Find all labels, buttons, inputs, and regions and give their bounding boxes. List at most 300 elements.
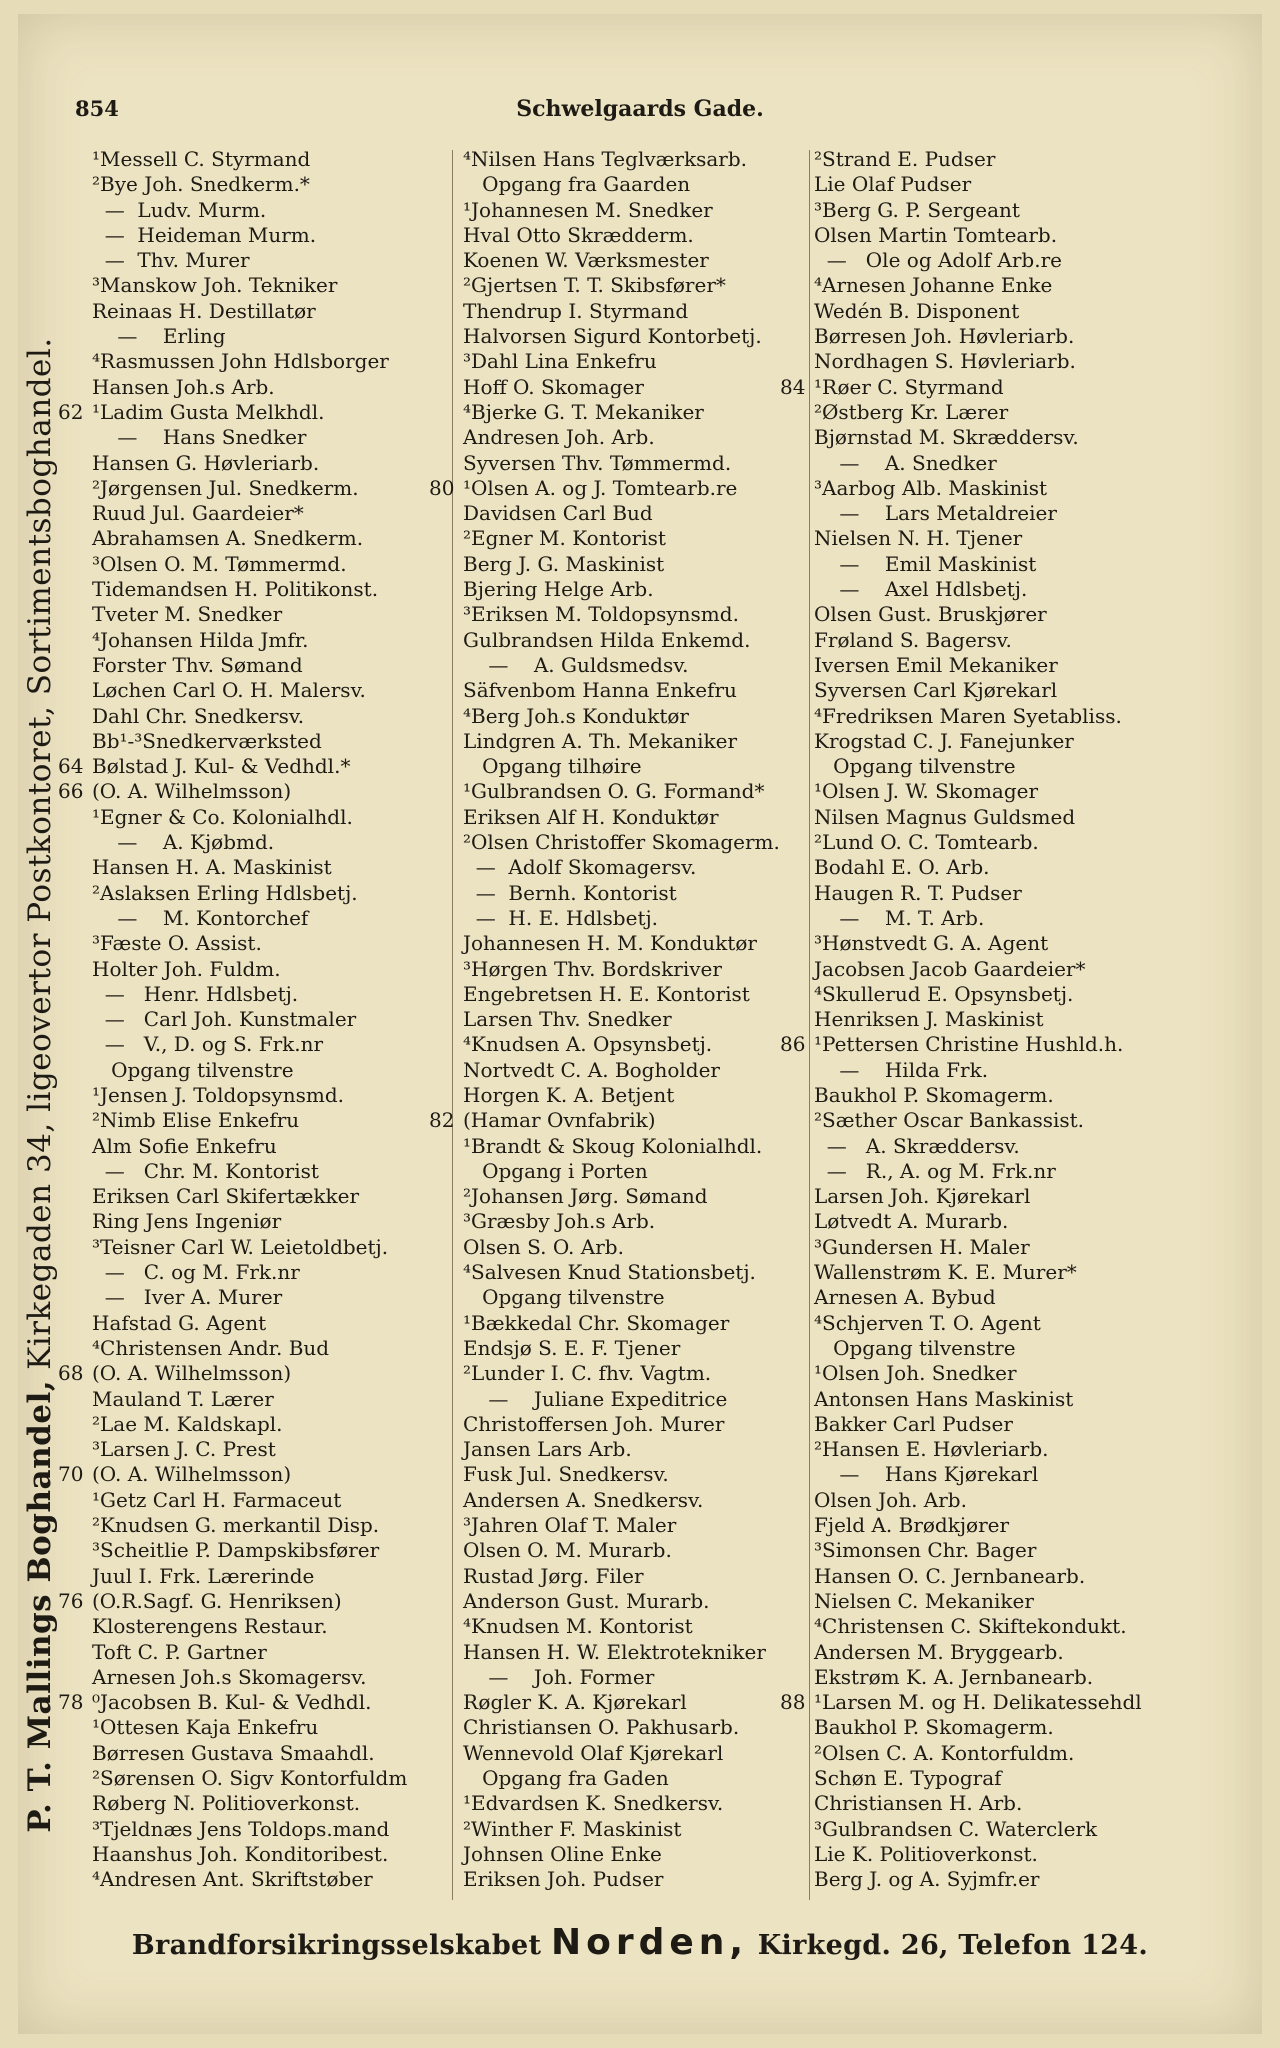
resident-text: Alm Sofie Enkefru (92, 1133, 277, 1158)
resident-text: ⁴Knudsen A. Opsynsbetj. (463, 1032, 713, 1057)
directory-entry (463, 830, 823, 855)
house-number (780, 1665, 814, 1690)
house-number (429, 451, 463, 476)
house-number (429, 1690, 463, 1715)
resident-text: ²Sæther Oscar Bankassist. (814, 1108, 1085, 1133)
resident-text: ³Gulbrandsen C. Waterclerk (814, 1816, 1098, 1841)
resident-text: Opgang tilvenstre (814, 1335, 1016, 1360)
house-number (780, 982, 814, 1007)
resident-text: Olsen O. M. Murarb. (463, 1538, 672, 1563)
house-number (780, 1741, 814, 1766)
resident-text: Børresen Joh. Høvleriarb. (814, 324, 1075, 349)
house-number (429, 1842, 463, 1867)
resident-text: — Carl Joh. Kunstmaler (92, 1007, 357, 1032)
house-number (429, 1715, 463, 1740)
house-number (780, 1640, 814, 1665)
house-number (429, 1817, 463, 1842)
house-number (780, 1513, 814, 1538)
house-number (429, 1083, 463, 1108)
resident-text: — A. Kjøbmd. (92, 830, 275, 855)
house-number (780, 1817, 814, 1842)
directory-entry (463, 1412, 823, 1437)
directory-entry (463, 451, 823, 476)
directory-entry (814, 273, 1174, 298)
directory-entry (814, 602, 1174, 627)
directory-entry (814, 1083, 1174, 1108)
directory-entry (463, 1791, 823, 1816)
house-number (780, 957, 814, 982)
house-number (58, 1285, 92, 1310)
directory-entry (92, 653, 452, 678)
house-number (429, 552, 463, 577)
resident-text: ²Lunder I. C. fhv. Vagtm. (463, 1361, 712, 1386)
directory-entry (92, 1387, 452, 1412)
house-number: 82 (429, 1108, 455, 1133)
directory-entry (92, 1640, 452, 1665)
directory-entry (814, 1564, 1174, 1589)
resident-text: Eriksen Alf H. Konduktør (463, 804, 719, 829)
house-number (780, 653, 814, 678)
resident-text: Arnesen Joh.s Skomagersv. (92, 1664, 367, 1689)
house-number (429, 779, 463, 804)
resident-text: — Hilda Frk. (814, 1057, 989, 1082)
house-number (780, 1867, 814, 1892)
directory-entry (92, 628, 452, 653)
directory-entry (814, 1538, 1174, 1563)
house-number (58, 198, 92, 223)
directory-entry (92, 1842, 452, 1867)
directory-entry (58, 1690, 452, 1715)
house-number: 86 (780, 1032, 806, 1057)
resident-text: ²Lund O. C. Tomtearb. (814, 830, 1039, 855)
resident-text: Arnesen A. Bybud (814, 1285, 996, 1310)
house-number (58, 1007, 92, 1032)
resident-text: Løtvedt A. Murarb. (814, 1209, 1009, 1234)
house-number (58, 1311, 92, 1336)
directory-entry (92, 223, 452, 248)
house-number (780, 602, 814, 627)
house-number (58, 1640, 92, 1665)
directory-entry (814, 1134, 1174, 1159)
house-number (429, 198, 463, 223)
resident-text: Jansen Lars Arb. (463, 1437, 632, 1462)
resident-text: ⁴Christensen Andr. Bud (92, 1335, 330, 1360)
resident-text: Andersen A. Snedkersv. (463, 1487, 704, 1512)
directory-entry (463, 1058, 823, 1083)
resident-text: — H. E. Hdlsbetj. (463, 905, 659, 930)
directory-entry (814, 577, 1174, 602)
resident-text: Nielsen C. Mekaniker (814, 1588, 1034, 1613)
resident-text: ¹Pettersen Christine Hushld.h. (814, 1032, 1124, 1057)
resident-text: — Bernh. Kontorist (463, 880, 677, 905)
directory-entry (463, 1336, 823, 1361)
directory-entry (814, 147, 1174, 172)
directory-entry (463, 1665, 823, 1690)
resident-text: ¹Messell C. Styrmand (92, 147, 311, 171)
house-number (58, 653, 92, 678)
resident-text: ²Knudsen G. merkantil Disp. (92, 1513, 380, 1538)
house-number (58, 577, 92, 602)
resident-text: ¹Olsen J. W. Skomager (814, 779, 1039, 804)
resident-text: Wedén B. Disponent (814, 298, 1020, 323)
resident-text: ¹Ottesen Kaja Enkefru (92, 1715, 319, 1740)
directory-entry (814, 1260, 1174, 1285)
resident-text: ⁴Knudsen M. Kontorist (463, 1614, 693, 1639)
house-number (58, 1766, 92, 1791)
directory-entry (814, 1209, 1174, 1234)
directory-entry (429, 1108, 823, 1133)
resident-text: Bjering Helge Arb. (463, 577, 654, 602)
house-number (429, 1184, 463, 1209)
directory-entry (92, 1209, 452, 1234)
resident-text: ⁴Schjerven T. O. Agent (814, 1310, 1041, 1335)
resident-text: Antonsen Hans Maskinist (814, 1386, 1074, 1411)
directory-entry (58, 1462, 452, 1487)
resident-text: Fusk Jul. Snedkersv. (463, 1462, 669, 1487)
directory-entry (463, 729, 823, 754)
resident-text: Opgang i Porten (463, 1158, 648, 1183)
house-number (58, 1867, 92, 1892)
resident-text: ²Gjertsen T. T. Skibsfører* (463, 273, 726, 298)
directory-entry (814, 830, 1174, 855)
resident-text: — Juliane Expeditrice (463, 1386, 728, 1411)
house-number (58, 1235, 92, 1260)
house-number (58, 1336, 92, 1361)
house-number (780, 1538, 814, 1563)
resident-text: Halvorsen Sigurd Kontorbetj. (463, 324, 762, 349)
house-number (58, 1412, 92, 1437)
directory-entry (463, 248, 823, 273)
house-number (780, 830, 814, 855)
house-number (780, 273, 814, 298)
house-number (58, 957, 92, 982)
house-number (58, 1184, 92, 1209)
column-3 (780, 147, 1174, 1892)
house-number (429, 501, 463, 526)
resident-text: ⁴Skullerud E. Opsynsbetj. (814, 981, 1074, 1006)
directory-entry (429, 475, 823, 501)
directory-entry (814, 982, 1174, 1007)
resident-text: Thendrup I. Styrmand (463, 298, 689, 323)
house-number (429, 855, 463, 880)
house-number (780, 729, 814, 754)
directory-entry (814, 906, 1174, 931)
directory-entry (814, 1817, 1174, 1842)
resident-text: — A. Skræddersv. (814, 1133, 1020, 1158)
resident-text: Ekstrøm K. A. Jernbanearb. (814, 1664, 1094, 1689)
house-number (58, 805, 92, 830)
directory-entry (814, 653, 1174, 678)
house-number (429, 805, 463, 830)
directory-entry (92, 1437, 452, 1462)
directory-entry (463, 1766, 823, 1791)
house-number: 80 (429, 475, 455, 500)
resident-text: Baukhol P. Skomagerm. (814, 1715, 1054, 1740)
resident-text: Johannesen H. M. Konduktør (463, 931, 757, 956)
directory-entry (814, 805, 1174, 830)
house-number (429, 1513, 463, 1538)
resident-text: (O. A. Wilhelmsson) (92, 1361, 292, 1386)
resident-text: Syversen Thv. Tømmermd. (463, 450, 732, 475)
resident-text: Ruud Jul. Gaardeier* (92, 501, 304, 526)
resident-text: Røgler K. A. Kjørekarl (463, 1690, 687, 1715)
directory-entry (463, 1867, 823, 1892)
directory-entry (814, 1766, 1174, 1791)
resident-text: — Ludv. Murm. (92, 197, 267, 222)
resident-text: ³Gundersen H. Maler (814, 1234, 1030, 1259)
house-number (429, 1361, 463, 1386)
house-number: 64 (58, 754, 84, 779)
directory-entry (463, 577, 823, 602)
directory-entry (463, 1260, 823, 1285)
house-number (58, 552, 92, 577)
directory-entry (92, 906, 452, 931)
directory-entry (814, 1589, 1174, 1614)
resident-text: — Axel Hdlsbetj. (814, 577, 1028, 602)
directory-entry (463, 1715, 823, 1740)
directory-entry (463, 1235, 823, 1260)
directory-entry (92, 1412, 452, 1437)
house-number (58, 1032, 92, 1057)
directory-entry (814, 1108, 1174, 1133)
directory-entry (463, 1614, 823, 1639)
resident-text: ⁴Andresen Ant. Skriftstøber (92, 1867, 373, 1892)
resident-text: Olsen Joh. Arb. (814, 1487, 967, 1512)
resident-text: Nielsen N. H. Tjener (814, 526, 1023, 551)
resident-text: Opgang tilvenstre (463, 1285, 665, 1310)
directory-entry (463, 628, 823, 653)
resident-text: Olsen Gust. Bruskjører (814, 602, 1047, 627)
directory-entry (92, 526, 452, 551)
house-number (58, 982, 92, 1007)
directory-entry (92, 577, 452, 602)
directory-entry (92, 375, 452, 400)
house-number (58, 1488, 92, 1513)
directory-entry (92, 1184, 452, 1209)
directory-entry (92, 476, 452, 501)
directory-entry (814, 1159, 1174, 1184)
resident-text: Baukhol P. Skomagerm. (814, 1082, 1054, 1107)
house-number (58, 729, 92, 754)
house-number (780, 1108, 814, 1133)
house-number (780, 678, 814, 703)
directory-entry (92, 1032, 452, 1057)
resident-text: ²Olsen C. A. Kontorfuldm. (814, 1740, 1075, 1765)
house-number (58, 273, 92, 298)
house-number (780, 1159, 814, 1184)
directory-entry (814, 223, 1174, 248)
house-number (780, 906, 814, 931)
resident-text: Abrahamsen A. Snedkerm. (92, 526, 364, 551)
house-number (780, 1209, 814, 1234)
resident-text: Henriksen J. Maskinist (814, 1007, 1044, 1032)
resident-text: ³Scheitlie P. Dampskibsfører (92, 1538, 380, 1563)
house-number (58, 147, 92, 172)
resident-text: ¹Edvardsen K. Snedkersv. (463, 1791, 724, 1816)
house-number (429, 375, 463, 400)
house-number: 68 (58, 1361, 84, 1386)
house-number (780, 1791, 814, 1816)
resident-text: Hafstad G. Agent (92, 1310, 267, 1335)
resident-text: Iversen Emil Mekaniker (814, 652, 1058, 677)
house-number (58, 1108, 92, 1133)
house-number (429, 526, 463, 551)
resident-text: ¹Ladim Gusta Melkhdl. (92, 399, 325, 424)
house-number (58, 1817, 92, 1842)
house-number (58, 1083, 92, 1108)
resident-text: Wennevold Olaf Kjørekarl (463, 1740, 724, 1765)
directory-entry (814, 1007, 1174, 1032)
resident-text: ⁴Bjerke G. T. Mekaniker (463, 399, 704, 424)
house-number (780, 1387, 814, 1412)
resident-text: ⁴Rasmussen John Hdlsborger (92, 349, 389, 374)
house-number (58, 425, 92, 450)
directory-entry (463, 1032, 823, 1057)
resident-text: — Lars Metaldreier (814, 501, 1057, 526)
directory-entry (814, 779, 1174, 804)
directory-entry (92, 855, 452, 880)
directory-entry (92, 299, 452, 324)
resident-text: Tveter M. Snedker (92, 602, 283, 627)
house-number (780, 349, 814, 374)
directory-entry (814, 198, 1174, 223)
house-number (58, 451, 92, 476)
resident-text: Lie K. Politioverkonst. (814, 1841, 1038, 1866)
footer-advertisement (0, 1922, 1280, 1963)
directory-entry (814, 526, 1174, 551)
resident-text: ²Egner M. Kontorist (463, 526, 666, 551)
house-number (58, 1741, 92, 1766)
house-number (429, 1488, 463, 1513)
house-number (780, 704, 814, 729)
directory-entry (463, 1159, 823, 1184)
directory-entry (58, 1361, 452, 1386)
page-title: Schwelgaards Gade. (516, 96, 764, 122)
directory-entry (814, 476, 1174, 501)
directory-entry (463, 602, 823, 627)
directory-entry (92, 805, 452, 830)
resident-text: Forster Thv. Sømand (92, 652, 303, 677)
directory-entry (463, 526, 823, 551)
resident-text: — Erling (92, 324, 226, 349)
resident-text: ¹Bækkedal Chr. Skomager (463, 1310, 730, 1335)
resident-text: ³Jahren Olaf T. Maler (463, 1513, 677, 1538)
resident-text: (O.R.Sagf. G. Henriksen) (92, 1588, 342, 1613)
directory-entry (814, 1640, 1174, 1665)
resident-text: ¹Gulbrandsen O. G. Formand* (463, 779, 765, 804)
directory-entry (814, 1285, 1174, 1310)
house-number (58, 1791, 92, 1816)
house-number (429, 1564, 463, 1589)
house-number (780, 172, 814, 197)
resident-text: Berg J. og A. Syjmfr.er (814, 1867, 1040, 1892)
resident-text: ⁴Berg Joh.s Konduktør (463, 703, 689, 728)
directory-entry (463, 805, 823, 830)
resident-text: Toft C. P. Gartner (92, 1639, 267, 1664)
directory-entry (463, 1285, 823, 1310)
house-number (429, 602, 463, 627)
house-number (58, 1260, 92, 1285)
resident-text: Nortvedt C. A. Bogholder (463, 1057, 720, 1082)
house-number (780, 552, 814, 577)
house-number (780, 1336, 814, 1361)
house-number (429, 1462, 463, 1487)
resident-text: ³Teisner Carl W. Leietoldbetj. (92, 1234, 389, 1259)
footer-company: Brandforsikringsselskabet (131, 1930, 542, 1961)
house-number (780, 1184, 814, 1209)
resident-text: — V., D. og S. Frk.nr (92, 1032, 324, 1057)
resident-text: Ring Jens Ingeniør (92, 1209, 282, 1234)
resident-text: ³Eriksen M. Toldopsynsmd. (463, 602, 739, 627)
resident-text: Hoff O. Skomager (463, 374, 644, 399)
directory-entry (463, 1387, 823, 1412)
page-header (0, 96, 1280, 136)
resident-text: ⁴Christensen C. Skiftekondukt. (814, 1614, 1127, 1639)
house-number (429, 273, 463, 298)
house-number (780, 1235, 814, 1260)
house-number (780, 1488, 814, 1513)
house-number (58, 1564, 92, 1589)
resident-text: — R., A. og M. Frk.nr (814, 1158, 1056, 1183)
directory-entry (463, 1361, 823, 1386)
house-number (780, 324, 814, 349)
directory-entry (463, 198, 823, 223)
side-ad-name: P. T. Mallings Boghandel, (22, 1379, 58, 1833)
directory-entry (814, 425, 1174, 450)
directory-entry (58, 754, 452, 779)
resident-text: Jacobsen Jacob Gaardeier* (814, 956, 1086, 981)
house-number (780, 1842, 814, 1867)
house-number (429, 1058, 463, 1083)
directory-entry (92, 1336, 452, 1361)
directory-entry (92, 1741, 452, 1766)
directory-entry (463, 1538, 823, 1563)
house-number (429, 1614, 463, 1639)
directory-entry (814, 1715, 1174, 1740)
resident-text: Andersen M. Bryggearb. (814, 1639, 1064, 1664)
resident-text: ²Sørensen O. Sigv Kontorfuldm (92, 1766, 408, 1790)
resident-text: Dahl Chr. Snedkersv. (92, 703, 305, 728)
directory-entry (463, 982, 823, 1007)
resident-text: Opgang fra Gaden (463, 1766, 669, 1790)
resident-text: ³Manskow Joh. Tekniker (92, 273, 338, 298)
directory-entry (92, 1488, 452, 1513)
house-number (58, 248, 92, 273)
resident-text: Røberg N. Politioverkonst. (92, 1791, 361, 1816)
house-number (429, 1311, 463, 1336)
directory-entry (814, 855, 1174, 880)
resident-text: ²Olsen Christoffer Skomagerm. (463, 830, 780, 855)
directory-entry (814, 248, 1174, 273)
directory-entry (814, 1614, 1174, 1639)
resident-text: ¹Getz Carl H. Farmaceut (92, 1487, 342, 1512)
directory-entry (92, 1538, 452, 1563)
house-number (429, 223, 463, 248)
resident-text: Nilsen Magnus Guldsmed (814, 804, 1076, 829)
directory-entry (463, 349, 823, 374)
directory-entry (463, 273, 823, 298)
directory-entry (814, 1412, 1174, 1437)
house-number (58, 1614, 92, 1639)
directory-entry (814, 729, 1174, 754)
resident-text: ³Olsen O. M. Tømmermd. (92, 551, 347, 576)
resident-text: Fjeld A. Brødkjører (814, 1513, 1010, 1538)
house-number (58, 931, 92, 956)
resident-text: ²Nimb Elise Enkefru (92, 1108, 300, 1133)
house-number (58, 830, 92, 855)
directory-entry (814, 704, 1174, 729)
resident-text: Børresen Gustava Smaahdl. (92, 1740, 375, 1765)
